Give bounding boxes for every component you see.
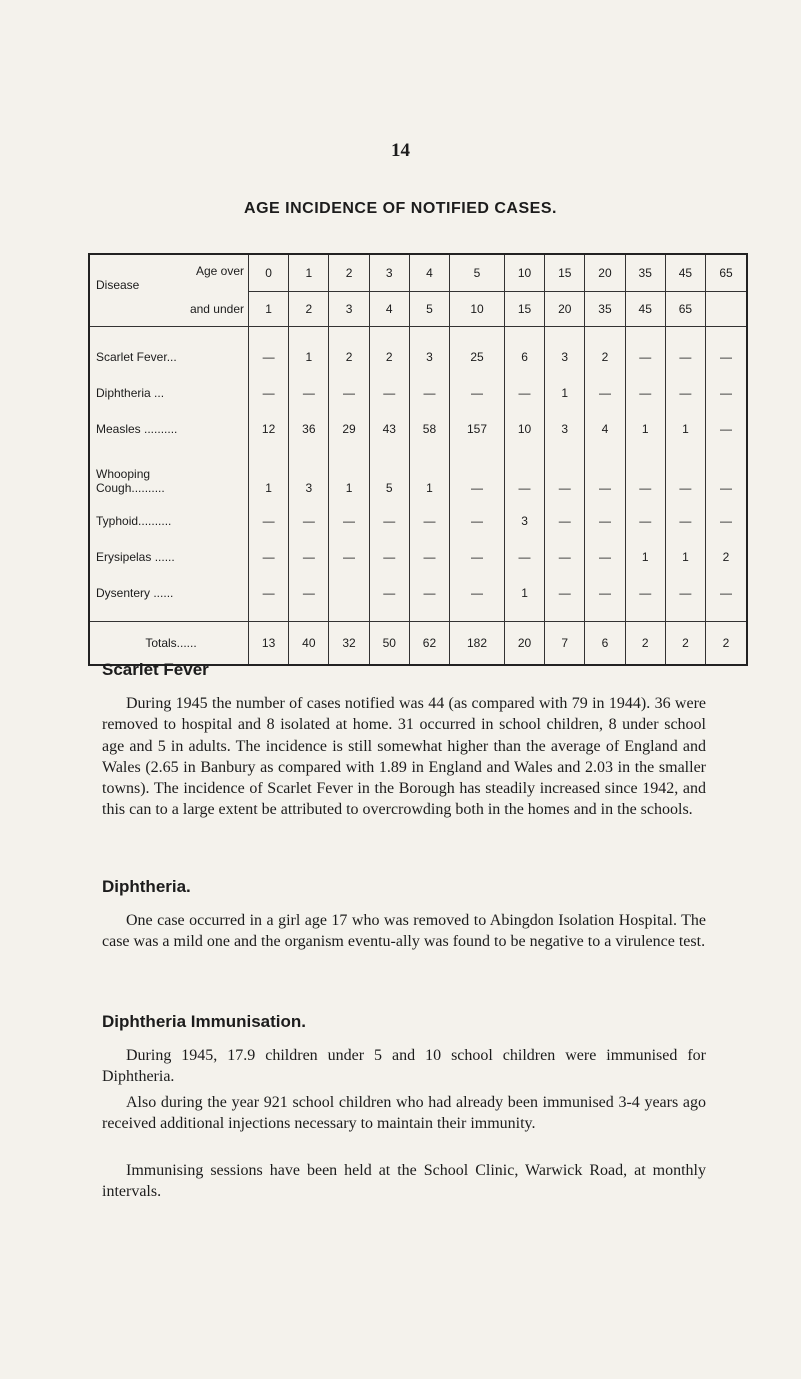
table-cell: — [585, 447, 625, 503]
row-label [89, 447, 249, 503]
totals-cell: 20 [504, 622, 544, 666]
header-age-under-0: 1 [249, 292, 289, 327]
row-label [89, 539, 249, 575]
row-label [89, 375, 249, 411]
table-cell: — [329, 375, 369, 411]
immunisation-heading: Diphtheria Immunisation. [102, 1012, 307, 1031]
table-cell: — [585, 539, 625, 575]
page-number: 14 [391, 140, 410, 161]
table-cell: 2 [585, 327, 625, 376]
table-cell: 1 [545, 375, 585, 411]
header-age-under-8: 35 [585, 292, 625, 327]
table-cell: — [706, 503, 747, 539]
table-cell: 29 [329, 411, 369, 447]
immunisation-text-2: Also during the year 921 school children who had already been immunised 3-4 years ago received additional injections necessary to maintain their immunity. [102, 1094, 706, 1133]
header-age-under-3: 4 [369, 292, 409, 327]
table-cell: — [249, 503, 289, 539]
totals-cell: 50 [369, 622, 409, 666]
table-cell: — [450, 447, 505, 503]
header-age-under-10: 65 [665, 292, 705, 327]
table-cell: 1 [249, 447, 289, 503]
header-age-over-10: 45 [665, 254, 705, 292]
header-age-over-7: 15 [545, 254, 585, 292]
table-cell: — [665, 447, 705, 503]
table-cell: — [409, 375, 449, 411]
header-row-age-under [89, 292, 747, 327]
row-label-text: Scarlet Fever... [96, 350, 177, 364]
totals-cell: 2 [625, 622, 665, 666]
table-cell: — [289, 503, 329, 539]
header-age-over-2: 2 [329, 254, 369, 292]
table-cell: — [665, 375, 705, 411]
totals-cell: 7 [545, 622, 585, 666]
table-cell: — [545, 575, 585, 622]
table-cell: 3 [545, 411, 585, 447]
table-cell: 6 [504, 327, 544, 376]
row-label-text: Typhoid.......... [96, 514, 172, 528]
table-cell: — [706, 411, 747, 447]
table-cell: — [665, 575, 705, 622]
header-age-under-7: 20 [545, 292, 585, 327]
table-cell: 43 [369, 411, 409, 447]
header-age-over-0: 0 [249, 254, 289, 292]
header-row-age-over [89, 254, 747, 292]
table-cell: — [329, 503, 369, 539]
table-cell: — [369, 375, 409, 411]
immunisation-text-3: Immunising sessions have been held at the School Clinic, Warwick Road, at monthly intervals. [102, 1162, 706, 1201]
row-label-text: Measles .......... [96, 422, 178, 436]
table-cell: — [585, 575, 625, 622]
table-cell: 1 [625, 411, 665, 447]
header-disease-label: Disease [96, 277, 140, 292]
table-cell: 1 [409, 447, 449, 503]
table-cell: 12 [249, 411, 289, 447]
table-cell: 3 [504, 503, 544, 539]
row-label [89, 327, 249, 376]
totals-cell: 2 [706, 622, 747, 666]
header-age-under-2: 3 [329, 292, 369, 327]
scarlet-fever-heading: Scarlet Fever [102, 660, 209, 679]
table-cell: — [545, 539, 585, 575]
header-age-under-11 [706, 292, 747, 327]
table-cell: — [249, 575, 289, 622]
scarlet-fever-text: During 1945 the number of cases notified was 44 (as compared with 79 in 1944). 36 were removed to hospital and 8 isolated at home. 31 occurred in school children, 8 under school age and 5 in adults. The incidence is still somewhat higher than the average of England and Wales (2.65 in Banbury as compared with 1.89 in England and Wales and 2.03 in the smaller towns). The incidence of Scarlet Fever in the Borough has steadily increased since 1942, and this can to a large extent be attributed to overcrowding both in the homes and in the schools. [102, 695, 706, 819]
table-cell: — [450, 539, 505, 575]
table-cell: — [249, 539, 289, 575]
table-row [89, 411, 747, 447]
table-cell: — [409, 503, 449, 539]
table-cell: — [450, 503, 505, 539]
header-age-over-label: Age over Disease [89, 254, 249, 292]
table-cell: — [249, 375, 289, 411]
table-cell: — [545, 447, 585, 503]
row-label-text: Dysentery ...... [96, 586, 174, 600]
table-cell: — [369, 539, 409, 575]
row-label [89, 411, 249, 447]
table-row [89, 447, 747, 503]
table-cell: 1 [504, 575, 544, 622]
table-cell: — [665, 327, 705, 376]
table-cell: — [625, 575, 665, 622]
table-cell: 36 [289, 411, 329, 447]
table-cell: — [289, 375, 329, 411]
page-title: AGE INCIDENCE OF NOTIFIED CASES. [244, 200, 557, 217]
header-age-under-4: 5 [409, 292, 449, 327]
row-label-text: Erysipelas ...... [96, 550, 175, 564]
header-age-over-5: 5 [450, 254, 505, 292]
row-label [89, 503, 249, 539]
table-cell: — [289, 575, 329, 622]
table-cell: — [706, 327, 747, 376]
header-age-over-4: 4 [409, 254, 449, 292]
totals-cell: 32 [329, 622, 369, 666]
table-cell: — [504, 447, 544, 503]
table-cell: 3 [289, 447, 329, 503]
header-age-over-11: 65 [706, 254, 747, 292]
table-cell: — [706, 575, 747, 622]
header-and-under-label: and under [89, 292, 249, 327]
table-cell: — [545, 503, 585, 539]
row-label-line1: Whooping [96, 467, 151, 481]
header-age-over-6: 10 [504, 254, 544, 292]
diphtheria-text: One case occurred in a girl age 17 who was removed to Abingdon Isolation Hospital. The case was a mild one and the organism eventu-ally was found to be negative to a virulence test. [102, 912, 706, 951]
table-cell: 2 [329, 327, 369, 376]
header-age-over-8: 20 [585, 254, 625, 292]
table-cell: 4 [585, 411, 625, 447]
totals-cell: 6 [585, 622, 625, 666]
table-cell: — [329, 539, 369, 575]
table-row [89, 503, 747, 539]
table-cell: — [625, 375, 665, 411]
table-cell: — [369, 575, 409, 622]
immunisation-text-1: During 1945, 17.9 children under 5 and 10 school children were immunised for Diphtheria. [102, 1047, 706, 1086]
table-cell: 25 [450, 327, 505, 376]
table-cell: — [409, 575, 449, 622]
table-cell: 1 [665, 539, 705, 575]
header-age-over-1: 1 [289, 254, 329, 292]
table-cell: — [706, 375, 747, 411]
table-row [89, 375, 747, 411]
totals-cell: 182 [450, 622, 505, 666]
header-age-under-9: 45 [625, 292, 665, 327]
table-cell: — [369, 503, 409, 539]
table-body [89, 327, 747, 666]
table-cell: 2 [706, 539, 747, 575]
table-cell: — [504, 375, 544, 411]
table-cell: 3 [409, 327, 449, 376]
row-label-text: Cough.......... [96, 481, 165, 495]
table-cell: — [289, 539, 329, 575]
table-cell: — [450, 575, 505, 622]
table-cell: 5 [369, 447, 409, 503]
totals-cell: 13 [249, 622, 289, 666]
header-age-over-3: 3 [369, 254, 409, 292]
table-cell: 157 [450, 411, 505, 447]
totals-cell: 40 [289, 622, 329, 666]
header-age-over-9: 35 [625, 254, 665, 292]
table-cell: — [665, 503, 705, 539]
header-age-under-5: 10 [450, 292, 505, 327]
table-cell: — [625, 447, 665, 503]
table-cell: 58 [409, 411, 449, 447]
totals-row [89, 622, 747, 666]
table-row [89, 575, 747, 622]
table-cell: — [706, 447, 747, 503]
table-cell: 1 [625, 539, 665, 575]
totals-label: Totals...... [89, 622, 249, 666]
header-age-under-1: 2 [289, 292, 329, 327]
table-cell: 1 [289, 327, 329, 376]
table-row [89, 539, 747, 575]
diphtheria-heading: Diphtheria. [102, 877, 191, 896]
age-incidence-table [88, 253, 748, 666]
table-cell: — [504, 539, 544, 575]
table-cell: — [625, 327, 665, 376]
table-cell: — [585, 375, 625, 411]
header-age-under-6: 15 [504, 292, 544, 327]
row-label-text: Diphtheria ... [96, 386, 165, 400]
table-cell: — [409, 539, 449, 575]
table-cell [329, 575, 369, 622]
table-cell: — [625, 503, 665, 539]
totals-cell: 2 [665, 622, 705, 666]
table-row [89, 327, 747, 376]
table-cell: — [450, 375, 505, 411]
table-cell: 1 [329, 447, 369, 503]
table-cell: 3 [545, 327, 585, 376]
table-cell: — [585, 503, 625, 539]
row-label [89, 575, 249, 622]
table-cell: 10 [504, 411, 544, 447]
table-cell: 1 [665, 411, 705, 447]
table-cell: 2 [369, 327, 409, 376]
totals-cell: 62 [409, 622, 449, 666]
table-cell: — [249, 327, 289, 376]
